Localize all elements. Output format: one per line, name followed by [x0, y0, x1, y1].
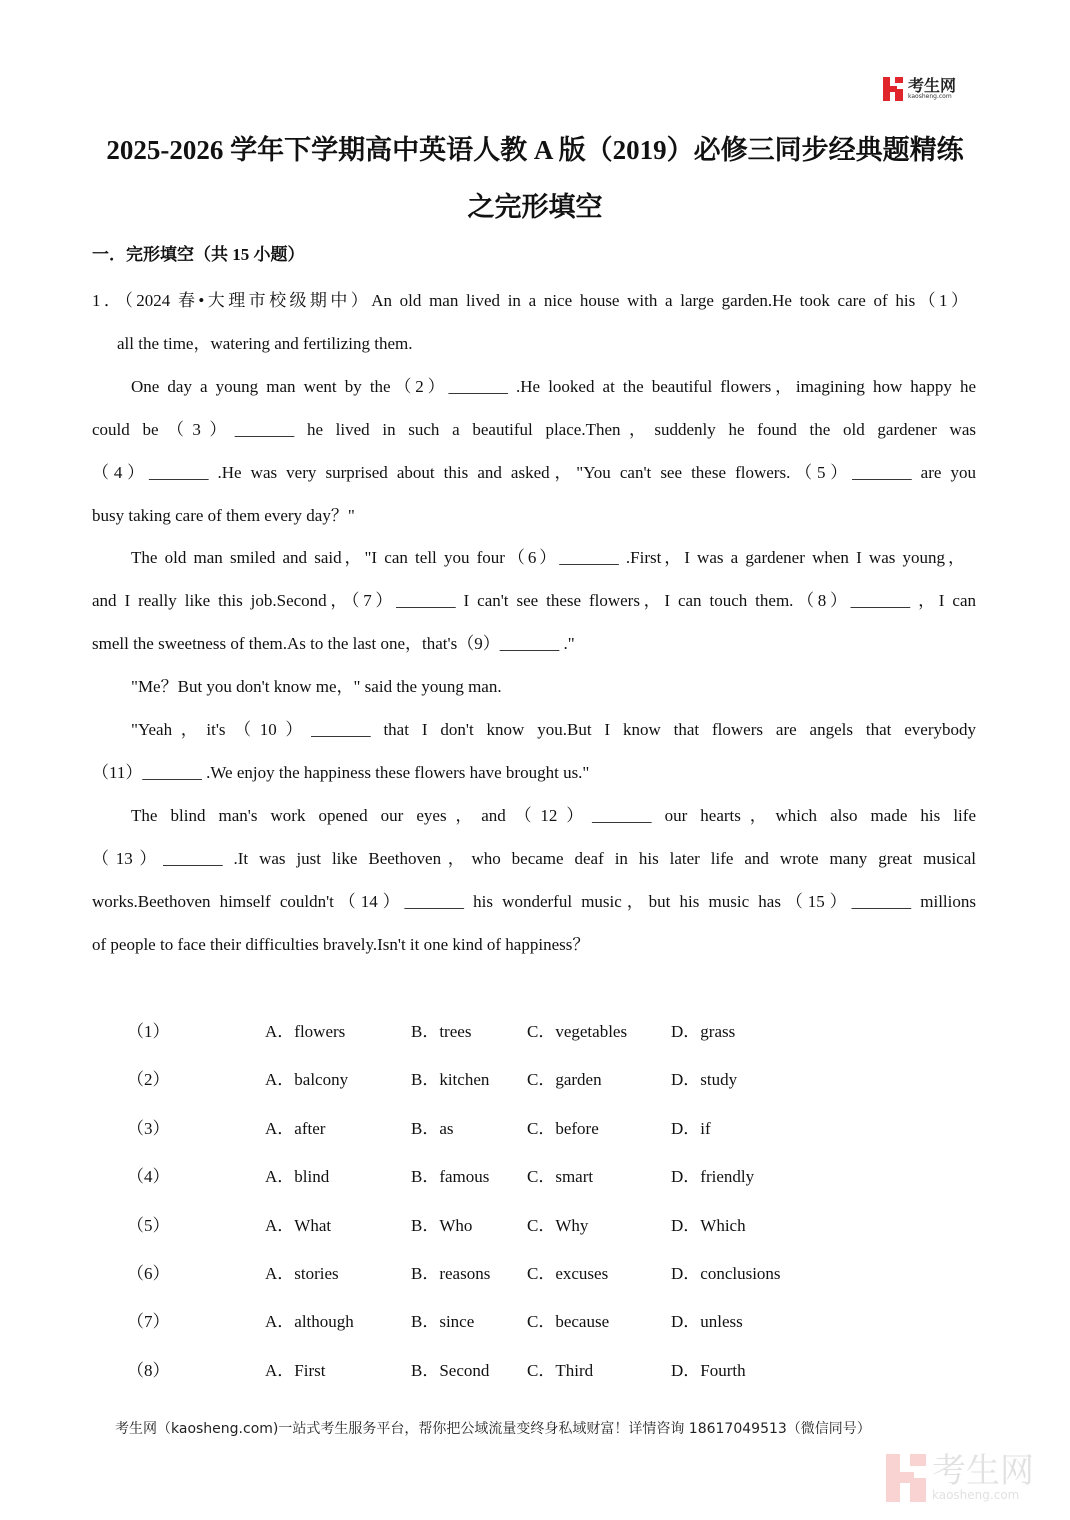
option-b: B．kitchen — [411, 1070, 490, 1090]
passage-line: busy taking care of them every day？" — [92, 505, 355, 525]
option-a: A．What — [265, 1215, 332, 1235]
option-c: C．smart — [527, 1167, 594, 1187]
watermark-cn: 考生网 — [932, 1451, 1034, 1491]
option-row — [0, 1162, 1070, 1186]
question-number: （4） — [127, 1167, 170, 1187]
option-c: C．vegetables — [527, 1022, 628, 1041]
option-row — [0, 1114, 1070, 1138]
logo-mark-icon — [883, 77, 905, 101]
footer-text: 考生网（kaosheng.com)一站式考生服务平台，帮你把公域流量变终身私域财富！详情咨询 18617049513（微信同号） — [115, 1421, 871, 1437]
doc-title-line1: 2025-2026 学年下学期高中英语人教 A 版（2019）必修三同步经典题精练 — [106, 135, 964, 165]
passage-line: of people to face their difficulties bravely.Isn't it one kind of happiness？ — [92, 934, 590, 954]
option-row — [0, 1211, 1070, 1235]
passage-line: and I really like this job.Second，（7）_______ I can't see these flowers，I can touch them.（8）_______ ，I can — [92, 591, 976, 611]
passage-line: all the time，watering and fertilizing them. — [117, 333, 413, 353]
option-a: A．although — [265, 1312, 354, 1332]
option-row — [0, 1017, 1070, 1041]
option-b: B．as — [411, 1118, 454, 1138]
option-d: D．conclusions — [671, 1264, 781, 1283]
option-b: B．trees — [411, 1022, 472, 1041]
option-d: D．Which — [671, 1215, 746, 1235]
option-c: C．garden — [527, 1070, 602, 1090]
option-d: D．if — [671, 1118, 711, 1138]
section-heading: 一．完形填空（共 15 小题） — [92, 245, 305, 264]
passage-line: works.Beethoven himself couldn't（14）_______ his wonderful music，but his music has（15）_______ millions — [92, 891, 976, 911]
option-d: D．unless — [671, 1312, 743, 1332]
question-number: （3） — [127, 1118, 170, 1138]
option-a: A．stories — [265, 1264, 339, 1283]
option-d: D．study — [671, 1070, 738, 1090]
passage-line: "Me？But you don't know me，" said the young man. — [131, 677, 502, 697]
logo-en: kaosheng.com — [908, 93, 952, 100]
option-row — [0, 1259, 1070, 1283]
option-c: C．excuses — [527, 1264, 609, 1283]
doc-title-line2: 之完形填空 — [467, 192, 603, 222]
option-row — [0, 1307, 1070, 1331]
watermark-mark-icon — [886, 1454, 926, 1502]
passage-line: smell the sweetness of them.As to the last one，that's（9）_______ ." — [92, 634, 575, 654]
option-b: B．since — [411, 1312, 475, 1332]
question-number: （8） — [127, 1360, 170, 1380]
option-a: A．blind — [265, 1167, 330, 1187]
option-d: D．grass — [671, 1022, 736, 1041]
option-c: C．before — [527, 1118, 599, 1138]
question-number: （5） — [127, 1215, 170, 1235]
option-c: C．Why — [527, 1215, 589, 1235]
option-a: A．First — [265, 1360, 326, 1380]
option-b: B．famous — [411, 1167, 490, 1187]
question-number: （6） — [127, 1264, 170, 1283]
logo-cn: 考生网 — [908, 76, 957, 95]
option-a: A．after — [265, 1118, 326, 1138]
watermark-en: kaosheng.com — [932, 1488, 1020, 1502]
option-b: B．Who — [411, 1215, 473, 1235]
passage-line: could be（3）_______ he lived in such a beautiful place.Then，suddenly he found the old gardener was — [92, 419, 976, 439]
option-c: C．because — [527, 1312, 610, 1332]
question-number: （1） — [127, 1022, 170, 1041]
option-row — [0, 1356, 1070, 1380]
question-number: （2） — [127, 1070, 170, 1090]
watermark — [886, 1451, 1034, 1502]
option-b: B．Second — [411, 1360, 490, 1380]
option-a: A．balcony — [265, 1070, 349, 1090]
passage-line: The old man smiled and said，"I can tell you four（6）_______ .First，I was a gardener when I was young， — [131, 548, 965, 568]
option-row — [0, 1065, 1070, 1089]
passage-line: （4）_______ .He was very surprised about this and asked，"You can't see these flowers.（5）_______ are you — [92, 462, 976, 482]
kaosheng-logo — [883, 75, 973, 103]
passage-line: （11）_______ .We enjoy the happiness these flowers have brought us." — [92, 762, 590, 782]
passage-line: "Yeah，it's（10）_______ that I don't know you.But I know that flowers are angels that everybody — [131, 720, 976, 739]
option-b: B．reasons — [411, 1264, 491, 1283]
option-d: D．friendly — [671, 1167, 755, 1187]
option-a: A．flowers — [265, 1022, 346, 1041]
question-number: （7） — [127, 1312, 170, 1332]
passage-line: （13）_______ .It was just like Beethoven，who became deaf in his later life and wrote many great musical — [92, 848, 976, 868]
passage-line: 1．（2024 春•大理市校级期中）An old man lived in a nice house with a large garden.He took care of his（1） — [92, 291, 968, 310]
passage-line: One day a young man went by the（2）_______ .He looked at the beautiful flowers，imagining how happy he — [131, 376, 976, 396]
option-d: D．Fourth — [671, 1360, 746, 1380]
passage-line: The blind man's work opened our eyes，and（12）_______ our hearts，which also made his life — [131, 805, 976, 825]
option-c: C．Third — [527, 1360, 594, 1380]
